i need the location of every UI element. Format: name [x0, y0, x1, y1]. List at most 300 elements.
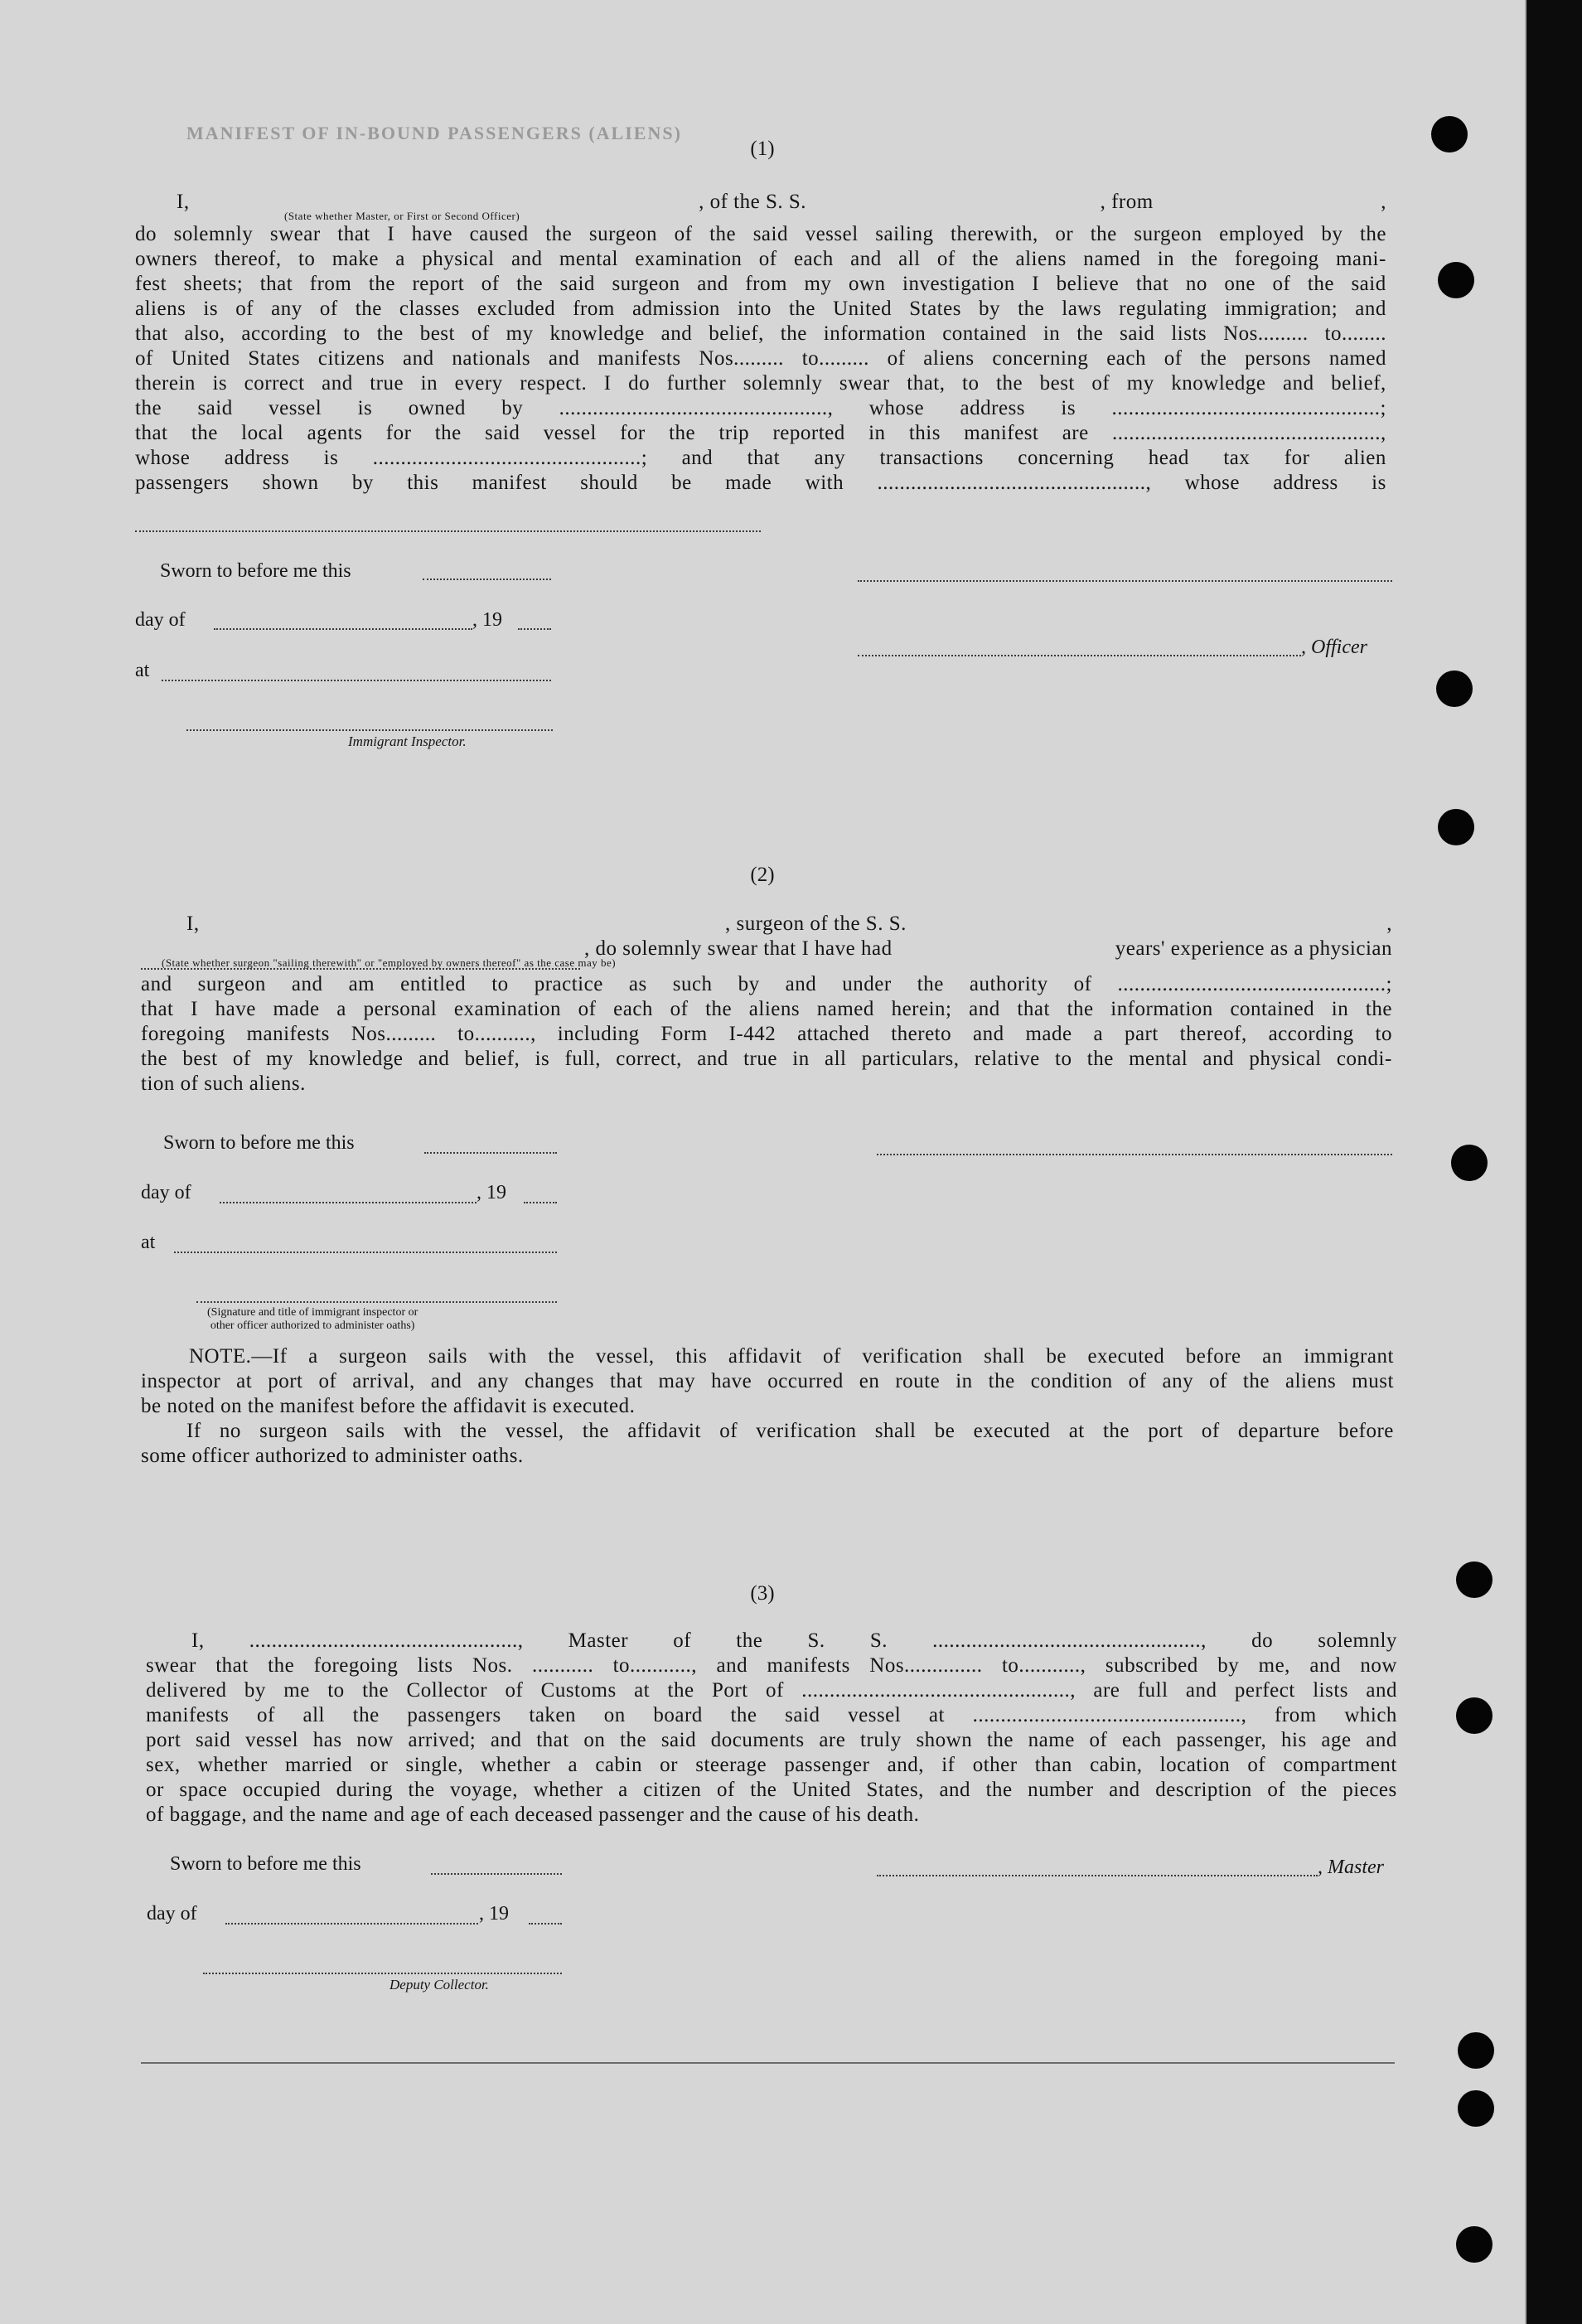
word: and: [490, 1729, 522, 1751]
word: executed: [1087, 1345, 1165, 1368]
section-2-line-1: [141, 912, 1392, 937]
word: sails: [346, 1420, 385, 1442]
word: is: [357, 397, 373, 419]
word: Master: [568, 1629, 629, 1652]
word: shown: [916, 1729, 973, 1751]
word: his: [1281, 1729, 1307, 1751]
word: all: [898, 248, 921, 270]
punch-hole: [1458, 2090, 1494, 2127]
word: S.: [869, 1629, 888, 1652]
word: voyage,: [450, 1779, 519, 1801]
word: ...........: [531, 1654, 594, 1677]
word: manifests: [246, 1023, 330, 1045]
word: during: [336, 1779, 393, 1801]
word: passenger: [784, 1754, 870, 1776]
word: for: [385, 422, 412, 444]
word: own: [848, 273, 886, 295]
word: to...........,: [612, 1654, 698, 1677]
word: swear: [269, 223, 321, 245]
word: Port: [711, 1679, 748, 1702]
word: to...........,: [1001, 1654, 1086, 1677]
word: immigration;: [1224, 298, 1338, 320]
word: condi-: [1336, 1048, 1392, 1070]
word: truly: [860, 1729, 902, 1751]
word: by: [501, 397, 524, 419]
word: If: [186, 1420, 201, 1442]
word: I: [191, 998, 198, 1020]
word: married: [285, 1754, 353, 1776]
word: one: [1224, 273, 1255, 295]
word: delivered: [146, 1679, 227, 1702]
word: or: [146, 1779, 164, 1801]
word: vessel,: [595, 1345, 655, 1368]
word: is: [1061, 397, 1076, 419]
word: the: [988, 1370, 1015, 1392]
section-2-line: [141, 997, 1392, 1022]
signature-note-line: (Signature and title of immigrant inspector or: [207, 1306, 418, 1319]
word: swear: [839, 372, 890, 395]
word: the: [709, 223, 737, 245]
word: address: [224, 447, 290, 469]
word: that: [337, 223, 370, 245]
word: en: [859, 1370, 880, 1392]
word: the: [985, 1779, 1013, 1801]
word: be: [1046, 1345, 1067, 1368]
word: of: [232, 1048, 251, 1070]
word: the: [362, 1679, 389, 1702]
word: Form: [660, 1023, 708, 1045]
word: vessel,: [505, 1420, 564, 1442]
word: the: [545, 223, 573, 245]
word: be: [671, 472, 692, 494]
section-3-number: (3): [750, 1582, 775, 1605]
word: age: [1321, 1729, 1352, 1751]
word: and: [1283, 372, 1314, 395]
word: the: [141, 1048, 168, 1070]
word: should: [580, 472, 638, 494]
word: this: [908, 422, 941, 444]
word: ................................................,: [559, 397, 834, 419]
word: all: [824, 1048, 847, 1070]
text-comma: ,: [1381, 191, 1386, 213]
word: said: [785, 1704, 820, 1726]
word: and: [660, 322, 693, 345]
word: in: [792, 1048, 810, 1070]
word: with: [805, 472, 844, 494]
word: also,: [184, 322, 225, 345]
word: and: [510, 248, 543, 270]
word: of: [471, 322, 490, 345]
word: the: [268, 1654, 295, 1677]
word: best: [1039, 372, 1075, 395]
word: foregoing: [1234, 248, 1319, 270]
word: and: [1309, 1654, 1341, 1677]
text-comma: ,: [1386, 913, 1392, 935]
word: from: [573, 298, 615, 320]
word: single,: [405, 1754, 464, 1776]
word: excluded: [477, 298, 556, 320]
word: of: [674, 223, 693, 245]
word: to.........: [801, 347, 869, 370]
word: belief,: [1331, 372, 1386, 395]
word: compartment: [1283, 1754, 1397, 1776]
word: pieces: [1343, 1779, 1397, 1801]
word: of: [1247, 1754, 1266, 1776]
word: Nos.........: [699, 347, 784, 370]
word: United: [171, 347, 230, 370]
word: and: [1185, 1679, 1217, 1702]
section-2-signature-note: [207, 1306, 418, 1333]
word: examination: [453, 998, 561, 1020]
text-i: I,: [186, 913, 200, 935]
word: and: [418, 1048, 450, 1070]
section-1-signature-line: [858, 580, 1392, 582]
word: of: [235, 298, 254, 320]
word: owners: [135, 248, 198, 270]
word: authority: [969, 973, 1048, 995]
text-surgeon-of-ss: , surgeon of the S. S.: [724, 913, 907, 935]
word: further: [666, 372, 727, 395]
word: by: [1321, 223, 1343, 245]
word: on: [603, 1704, 626, 1726]
word: port: [146, 1729, 181, 1751]
word: persons: [1245, 347, 1312, 370]
word: ................................................;: [1111, 397, 1386, 419]
word: according: [241, 322, 327, 345]
word: by: [244, 1679, 266, 1702]
word: particulars,: [861, 1048, 960, 1070]
word: executed: [973, 1420, 1051, 1442]
word: and: [1366, 1729, 1397, 1751]
word: to..........,: [457, 1023, 536, 1045]
word: caused: [469, 223, 529, 245]
section-2-signature-line-inspector: [196, 1301, 557, 1303]
word: ................................................,: [1112, 422, 1386, 444]
word: verification: [862, 1345, 963, 1368]
section-2-at-blank: [174, 1252, 557, 1253]
word: thereto: [891, 1023, 952, 1045]
word: surgeon: [588, 223, 658, 245]
word: that: [1017, 998, 1050, 1020]
word: Nos..............: [869, 1654, 983, 1677]
word: aliens: [135, 298, 186, 320]
word: best: [419, 322, 455, 345]
word: changes: [525, 1370, 595, 1392]
word: the: [1242, 1370, 1270, 1392]
word: do: [628, 372, 651, 395]
section-3-collector-caption: Deputy Collector.: [389, 1977, 489, 1992]
word: of: [1128, 1370, 1147, 1392]
word: the: [1200, 347, 1227, 370]
word: reported: [772, 422, 845, 444]
word: sailing: [875, 223, 934, 245]
word: my: [266, 1048, 293, 1070]
word: other: [972, 1754, 1018, 1776]
text-from: , from: [1100, 191, 1154, 213]
word: by: [1217, 1654, 1240, 1677]
faint-bleedthrough-header: MANIFEST OF IN-BOUND PASSENGERS (ALIENS): [186, 123, 682, 143]
word: do: [1251, 1629, 1274, 1652]
word: any: [1162, 1370, 1194, 1392]
section-3-year-blank: [529, 1923, 562, 1925]
word: taken: [529, 1704, 577, 1726]
punch-hole: [1456, 2226, 1492, 2263]
word: now: [1360, 1654, 1397, 1677]
section-1-at-label: at: [135, 660, 150, 681]
word: under: [842, 973, 892, 995]
text-years-experience: years' experience as a physician: [1115, 937, 1392, 960]
word: ................................................,: [877, 472, 1152, 494]
word: made: [725, 472, 772, 494]
word: is: [212, 372, 228, 395]
word: the: [705, 998, 733, 1020]
word: of: [673, 1629, 692, 1652]
word: foregoing: [141, 1023, 225, 1045]
punch-hole: [1438, 262, 1474, 298]
word: location: [1159, 1754, 1231, 1776]
section-1-line: [135, 247, 1386, 272]
word: lists: [1313, 1679, 1348, 1702]
word: trip: [718, 422, 750, 444]
word: according: [1268, 1023, 1354, 1045]
word: ................................................,: [972, 1704, 1247, 1726]
word: this: [407, 472, 439, 494]
section-3-collector-line: [203, 1973, 562, 1974]
word: of: [481, 273, 500, 295]
word: whose: [135, 447, 191, 469]
section-2-year-label: , 19: [477, 1182, 506, 1203]
word: from: [1275, 1704, 1317, 1726]
word: knowledge: [549, 322, 645, 345]
word: for: [1284, 447, 1310, 469]
word: of: [1267, 1779, 1286, 1801]
word: that: [135, 322, 168, 345]
word: into: [737, 298, 772, 320]
section-1-sworn-label: Sworn to before me this: [160, 560, 351, 582]
word: manifests: [767, 1654, 850, 1677]
word: make: [331, 248, 379, 270]
word: of: [1201, 1420, 1220, 1442]
word: inspector: [141, 1370, 221, 1392]
word: and: [785, 973, 817, 995]
word: on: [583, 1729, 606, 1751]
word: best: [182, 1048, 218, 1070]
word: to: [1375, 1023, 1392, 1045]
word: that: [747, 447, 781, 469]
word: in: [1331, 998, 1349, 1020]
word: are: [819, 1729, 846, 1751]
word: of: [578, 998, 597, 1020]
word: States: [248, 347, 301, 370]
word: at: [634, 1679, 651, 1702]
word: a: [308, 1345, 318, 1368]
word: employed: [1219, 223, 1304, 245]
word: the: [1086, 1048, 1114, 1070]
word: part: [1124, 1023, 1159, 1045]
word: each: [793, 248, 834, 270]
word: fest: [135, 273, 167, 295]
word: a: [336, 998, 346, 1020]
word: has: [312, 1729, 342, 1751]
section-3-line: [146, 1703, 1397, 1728]
word: the: [1102, 1420, 1130, 1442]
word: and: [1202, 1048, 1235, 1070]
word: practice: [534, 973, 603, 995]
bottom-rule: [141, 2062, 1395, 2064]
word: of: [135, 347, 153, 370]
punch-hole: [1456, 1561, 1492, 1598]
word: the: [352, 1704, 380, 1726]
word: of: [505, 1679, 524, 1702]
word: to: [298, 248, 316, 270]
word: the: [788, 298, 815, 320]
word: of: [936, 248, 955, 270]
word: aliens: [1284, 1370, 1337, 1392]
word: shall: [984, 1345, 1025, 1368]
punch-hole: [1451, 1145, 1488, 1181]
word: said: [1120, 322, 1155, 345]
word: said: [752, 223, 788, 245]
word: must: [1352, 1370, 1394, 1392]
section-1-officer-label: , Officer: [1301, 637, 1367, 658]
word: the: [408, 1779, 435, 1801]
word: ................................................,: [249, 1629, 524, 1652]
word: of: [1073, 973, 1092, 995]
section-1-inspector-caption: Immigrant Inspector.: [348, 734, 467, 749]
word: tax: [1223, 447, 1251, 469]
word: in: [1043, 322, 1061, 345]
word: contained: [942, 322, 1027, 345]
word: Nos.........: [351, 1023, 437, 1045]
word: in: [868, 422, 886, 444]
word: the: [780, 322, 807, 345]
section-2-number: (2): [750, 864, 775, 886]
section-3-master-label: , Master: [1318, 1857, 1384, 1878]
word: perfect: [1234, 1679, 1295, 1702]
word: than: [1034, 1754, 1072, 1776]
word: port: [268, 1370, 303, 1392]
word: by: [738, 973, 760, 995]
word: shall: [874, 1420, 917, 1442]
word: belief,: [464, 1048, 520, 1070]
word: surgeon: [259, 1420, 328, 1442]
word: and: [969, 998, 1000, 1020]
word: the: [460, 1420, 487, 1442]
word: information: [1110, 998, 1213, 1020]
word: and: [1366, 1679, 1397, 1702]
word: am: [348, 973, 375, 995]
section-2-line: [141, 1022, 1392, 1047]
word: I: [387, 223, 395, 245]
word: the: [1090, 223, 1117, 245]
word: me,: [1258, 1654, 1290, 1677]
word: United: [791, 1779, 851, 1801]
section-1-officer-note: (State whether Master, or First or Second Officer): [284, 210, 520, 222]
word: are: [1062, 422, 1089, 444]
word: a: [618, 1779, 628, 1801]
word: whose: [868, 397, 925, 419]
word: vessel: [244, 1729, 299, 1751]
word: that: [1135, 273, 1169, 295]
note-line: [141, 1369, 1394, 1394]
word: of: [823, 1345, 841, 1368]
word: that: [536, 1729, 569, 1751]
word: of: [716, 1779, 735, 1801]
word: correct,: [616, 1048, 682, 1070]
word: route: [895, 1370, 941, 1392]
word: investigation: [902, 273, 1015, 295]
word: or: [1055, 223, 1074, 245]
word: sex,: [146, 1754, 181, 1776]
word: I,: [191, 1629, 205, 1652]
word: concerning: [1018, 447, 1115, 469]
word: the: [730, 1704, 757, 1726]
text-of-ss: , of the S. S.: [699, 191, 807, 213]
word: passengers: [135, 472, 230, 494]
word: of: [719, 1420, 738, 1442]
word: by: [351, 472, 374, 494]
word: do: [135, 223, 157, 245]
word: agents: [307, 422, 363, 444]
word: and: [973, 1023, 1004, 1045]
word: surgeon: [197, 973, 266, 995]
word: are: [1093, 1679, 1120, 1702]
word: each: [1122, 1729, 1162, 1751]
word: States: [909, 298, 961, 320]
word: admission: [631, 298, 720, 320]
word: States,: [866, 1779, 924, 1801]
word: departure: [1237, 1420, 1320, 1442]
word: the: [1307, 273, 1334, 295]
section-3-body: [146, 1629, 1397, 1828]
word: with: [488, 1345, 527, 1368]
section-1-line: [135, 322, 1386, 346]
word: for: [620, 422, 646, 444]
word: including: [557, 1023, 640, 1045]
word: a: [1093, 1023, 1104, 1045]
word: any: [477, 1370, 509, 1392]
word: knowledge: [1171, 372, 1266, 395]
section-1-line: [135, 272, 1386, 297]
word: solemnly: [743, 372, 823, 395]
word: or: [370, 1754, 389, 1776]
word: no: [219, 1420, 241, 1442]
word: manifests: [146, 1704, 230, 1726]
word: which: [1344, 1704, 1397, 1726]
note-line: be noted on the manifest before the affidavit is executed.: [141, 1395, 636, 1417]
word: I-442: [728, 1023, 776, 1045]
word: documents: [710, 1729, 805, 1751]
word: the: [750, 1779, 777, 1801]
word: head: [1148, 447, 1189, 469]
word: of: [1164, 347, 1183, 370]
section-3-year-label: , 19: [479, 1903, 509, 1925]
word: that: [141, 998, 174, 1020]
section-2-sworn-label: Sworn to before me this: [163, 1132, 355, 1154]
word: manifest: [964, 422, 1039, 444]
word: whose: [1184, 472, 1240, 494]
word: Nos.........: [1223, 322, 1309, 345]
word: me: [283, 1679, 310, 1702]
word: of: [1091, 372, 1110, 395]
section-2-line: [141, 1047, 1392, 1072]
word: said: [559, 273, 595, 295]
scanner-dark-edge: [1526, 0, 1582, 2324]
word: this: [675, 1345, 708, 1368]
word: to: [1055, 1048, 1072, 1070]
word: information: [823, 322, 926, 345]
word: that,: [907, 372, 946, 395]
